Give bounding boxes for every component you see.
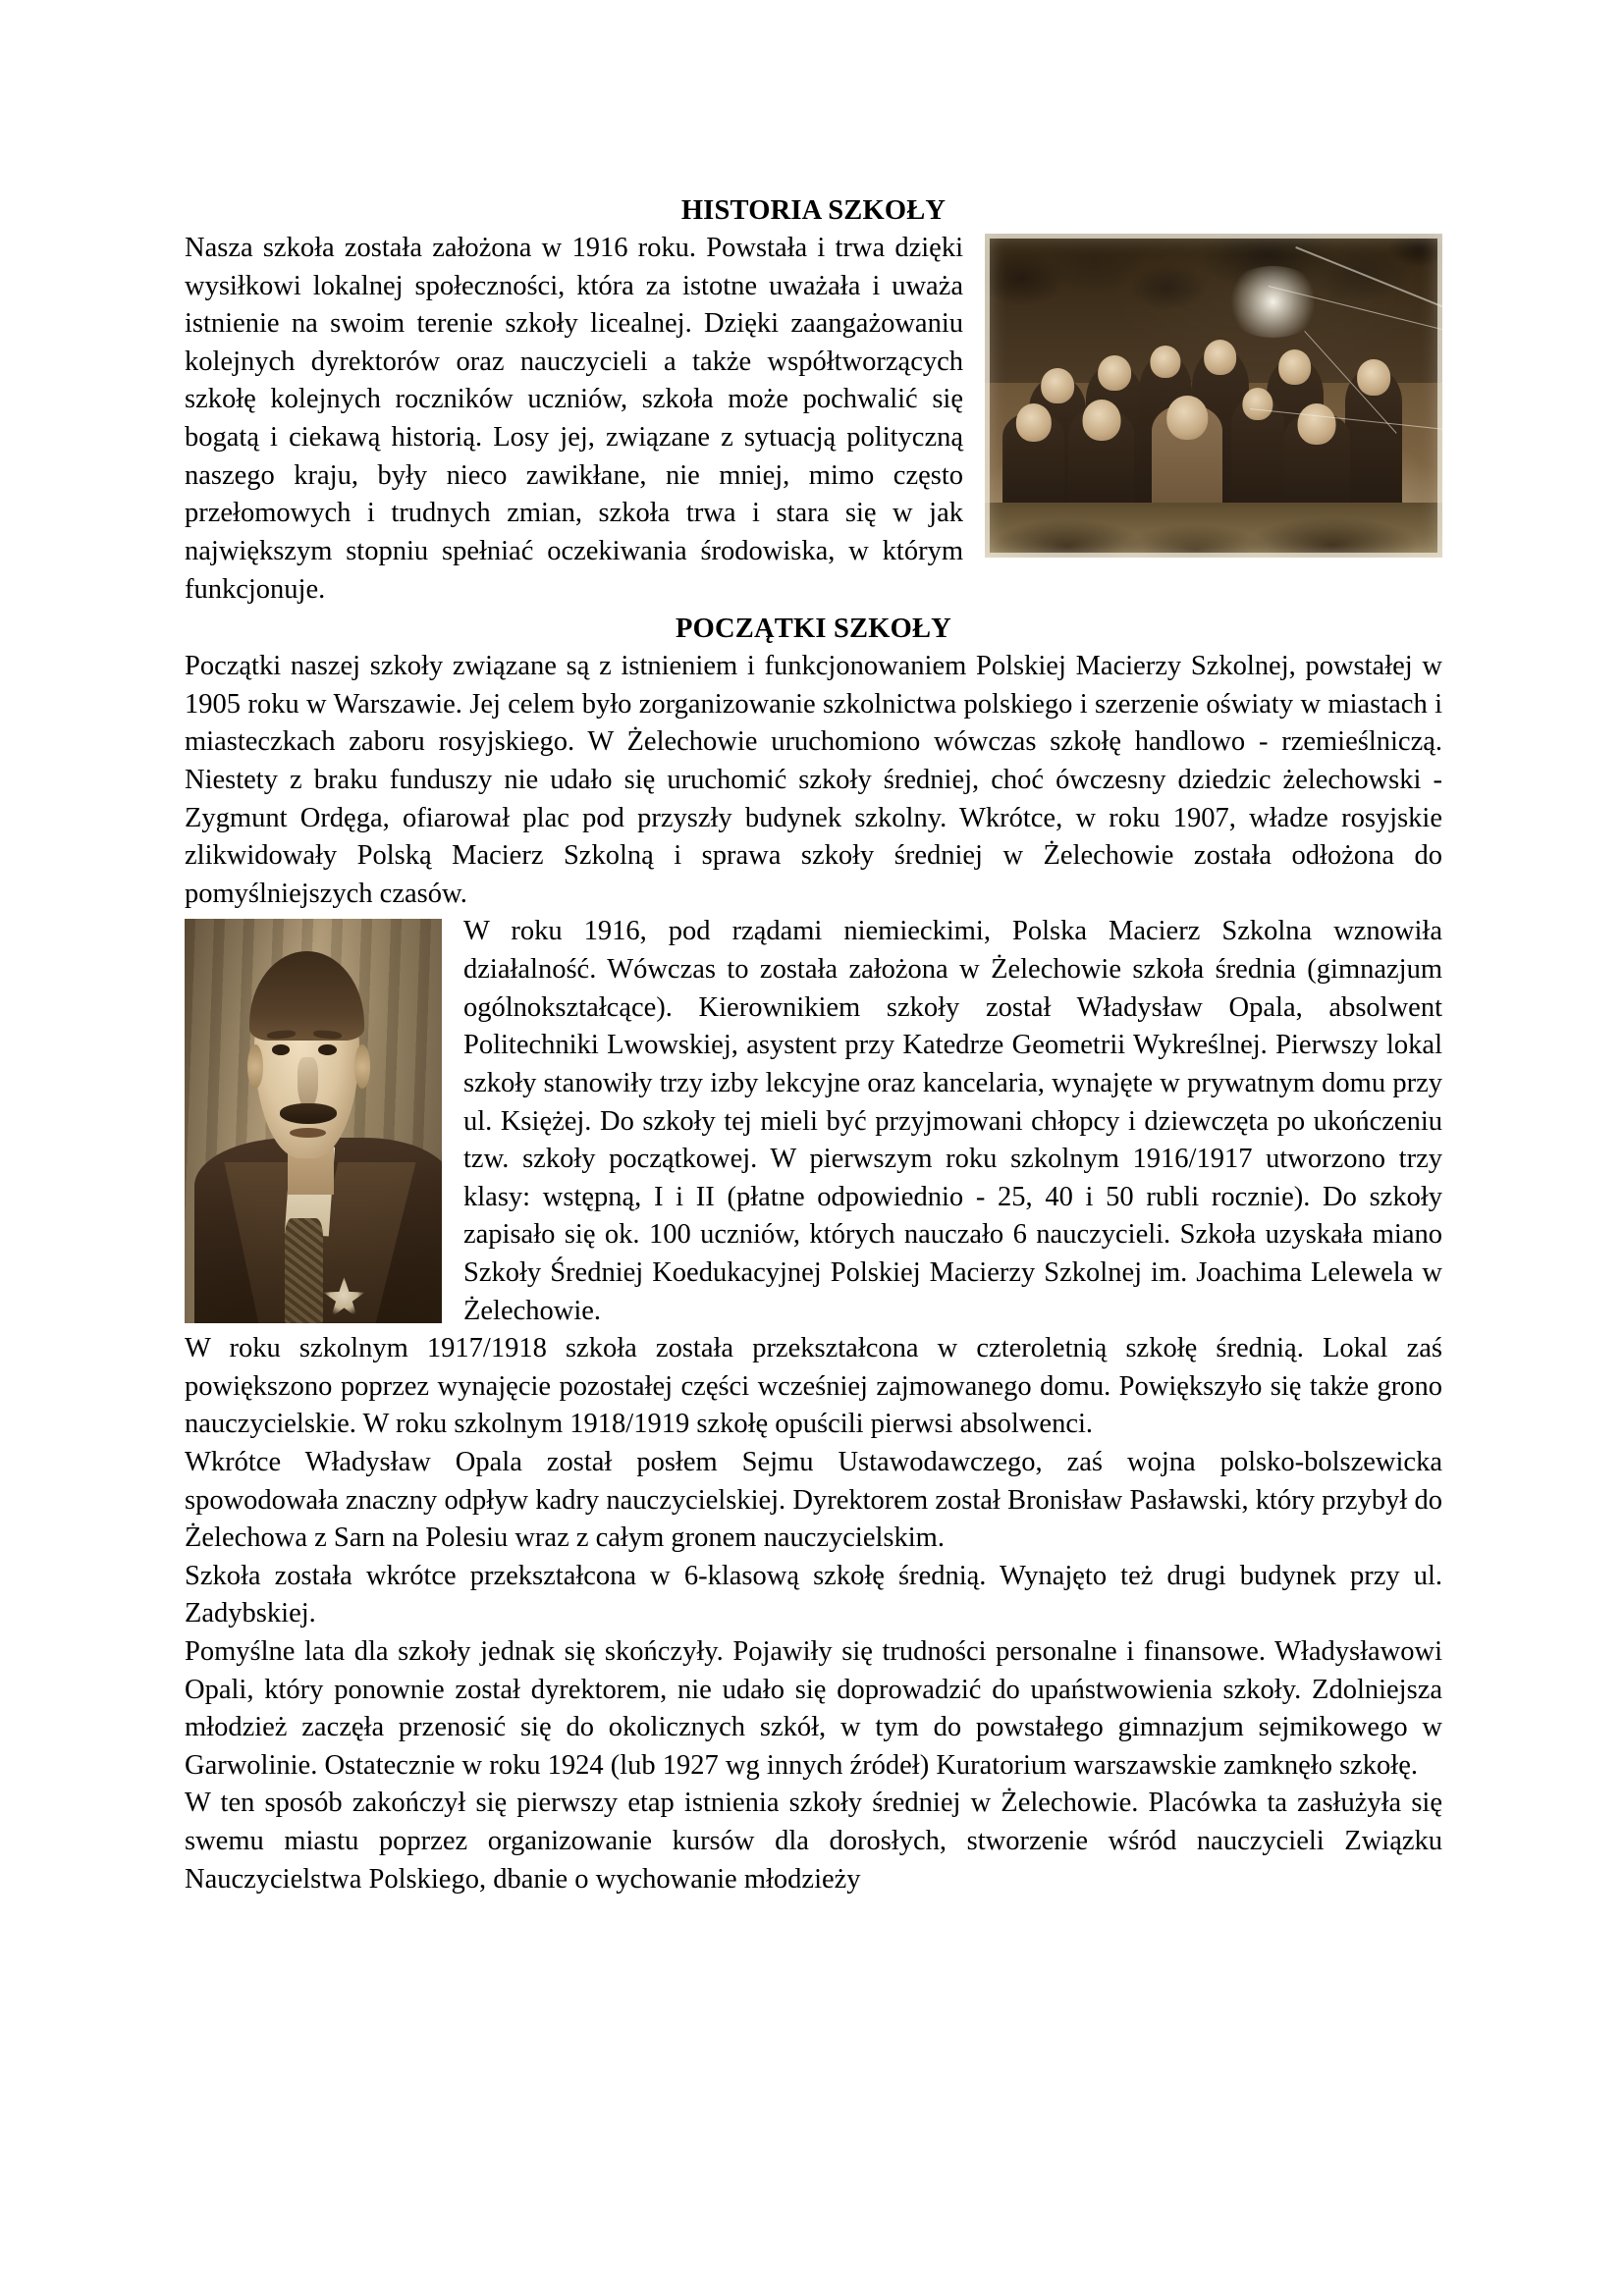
- paragraph-poczatki-1: Początki naszej szkoły związane są z istnieniem i funkcjonowaniem Polskiej Macierzy Szkolnej, powstałej w 1905 roku w Warszawie. Jej celem było zorganizowanie szkolnictwa polskiego i szerzenie oświaty w miastach i miasteczkach zaboru rosyjskiego. W Żelechowie uruchomiono wówczas szkołę handlowo - rzemieślniczą. Niestety z braku funduszy nie udało się uruchomić szkoły średniej, choć ówczesny dziedzic żelechowski - Zygmunt Ordęga, ofiarował plac pod przyszły budynek szkolny. Wkrótce, w roku 1907, władze rosyjskie zlikwidowały Polską Macierz Szkolną i sprawa szkoły średniej w Żelechowie została odłożona do pomyślniejszych czasów.: [185, 651, 1442, 909]
- photo-person-head: [1098, 355, 1131, 391]
- photo-person-head: [1015, 403, 1051, 442]
- photo-person-head: [1278, 349, 1312, 385]
- photo-person-head: [1041, 368, 1074, 403]
- group-photo-image: [985, 234, 1442, 558]
- paragraph-poczatki-6: Pomyślne lata dla szkoły jednak się skończyły. Pojawiły się trudności personalne i finansowe. Władysławowi Opali, który ponownie został dyrektorem, nie udało się doprowadzić do upaństwowienia szkoły. Zdolniejsza młodzież zaczęła przenosić się do okolicznych szkół, w tym do powstałego gimnazjum sejmikowego w Garwolinie. Ostatecznie w roku 1924 (lub 1927 wg innych źródeł) Kuratorium warszawskie zamknęło szkołę.: [185, 1636, 1442, 1781]
- photo-person-head: [1204, 340, 1237, 375]
- portrait-photo-image: [185, 919, 442, 1323]
- photo-person-head: [1166, 396, 1208, 439]
- page-title-poczatki: POCZĄTKI SZKOŁY: [676, 614, 951, 645]
- paragraph-poczatki-3: W roku szkolnym 1917/1918 szkoła została przekształcona w czteroletnią szkołę średnią. Lokal zaś powiększono poprzez wynajęcie pozostałej części wcześniej zajmowanego domu. Powiększyło się także grono nauczycielskie. W roku szkolnym 1918/1919 szkołę opuścili pierwsi absolwenci.: [185, 1333, 1442, 1440]
- photo-person-head: [1150, 346, 1180, 378]
- photo-foreground-grass: [985, 503, 1442, 558]
- page-title-historia: HISTORIA SZKOŁY: [680, 195, 947, 226]
- paragraph-poczatki-7: W ten sposób zakończył się pierwszy etap istnienia szkoły średniej w Żelechowie. Placówka ta zasłużyła się swemu miastu poprzez organizowanie kursów dla dorosłych, stworzenie wśród nauczycieli Związku Nauczycielstwa Polskiego, dbanie o wychowanie młodzieży: [185, 1788, 1442, 1895]
- portrait-photo-figure: [185, 919, 442, 1323]
- paragraph-poczatki-5: Szkoła została wkrótce przekształcona w 6-klasową szkołę średnią. Wynajęto też drugi budynek przy ul. Zadybskiej.: [185, 1560, 1442, 1629]
- portrait-vignette: [185, 919, 442, 1323]
- photo-person-head: [1357, 359, 1390, 395]
- photo-person-head: [1242, 388, 1272, 420]
- paragraph-historia-1: Nasza szkoła została założona w 1916 roku. Powstała i trwa dzięki wysiłkowi lokalnej społeczności, która za istotne uważała i uważa istnienie na swoim terenie szkoły licealnej. Dzięki zaangażowaniu kolejnych dyrektorów oraz nauczycieli a także współtworzących szkołę kolejnych roczników uczniów, szkoła może pochwalić się bogatą i ciekawą historią. Losy jej, związane z sytuacją polityczną naszego kraju, były nieco zawikłane, nie mniej, mimo często przełomowych i trudnych zmian, szkoła trwa i stara się w jak największym stopniu spełniać oczekiwania środowiska, w którym funkcjonuje.: [185, 233, 963, 605]
- photo-people-group: [994, 324, 1433, 525]
- paragraph-poczatki-2: W roku 1916, pod rządami niemieckimi, Polska Macierz Szkolna wznowiła działalność. Wówczas to została założona w Żelechowie szkoła średnia (gimnazjum ogólnokształcące). Kierownikiem szkoły został Władysław Opala, absolwent Politechniki Lwowskiej, asystent przy Katedrze Geometrii Wykreślnej. Pierwszy lokal szkoły stanowiły trzy izby lekcyjne oraz kancelaria, wynajęte w prywatnym domu przy ul. Księżej. Do szkoły tej mieli być przyjmowani chłopcy i dziewczęta po ukończeniu tzw. szkoły początkowej. W pierwszym roku szkolnym 1916/1917 utworzono trzy klasy: wstępną, I i II (płatne odpowiednio - 25, 40 i 50 rubli rocznie). Do szkoły zapisało się ok. 100 uczniów, których nauczało 6 nauczycieli. Szkoła uzyskała miano Szkoły Średniej Koedukacyjnej Polskiej Macierzy Szkolnej im. Joachima Lelewela w Żelechowie.: [463, 916, 1442, 1326]
- section-poczatki-body: [185, 648, 1442, 1898]
- paragraph-poczatki-4: Wkrótce Władysław Opala został posłem Sejmu Ustawodawczego, zaś wojna polsko-bolszewicka spowodowała znaczny odpływ kadry nauczycielskiej. Dyrektorem został Bronisław Pasławski, który przybył do Żelechowa z Sarn na Polesiu wraz z całym gronem nauczycielskim.: [185, 1446, 1442, 1554]
- photo-person-head: [1082, 400, 1120, 441]
- section-historia-body: [185, 230, 1442, 609]
- group-photo-figure: [985, 234, 1442, 558]
- photo-person-head: [1298, 403, 1336, 445]
